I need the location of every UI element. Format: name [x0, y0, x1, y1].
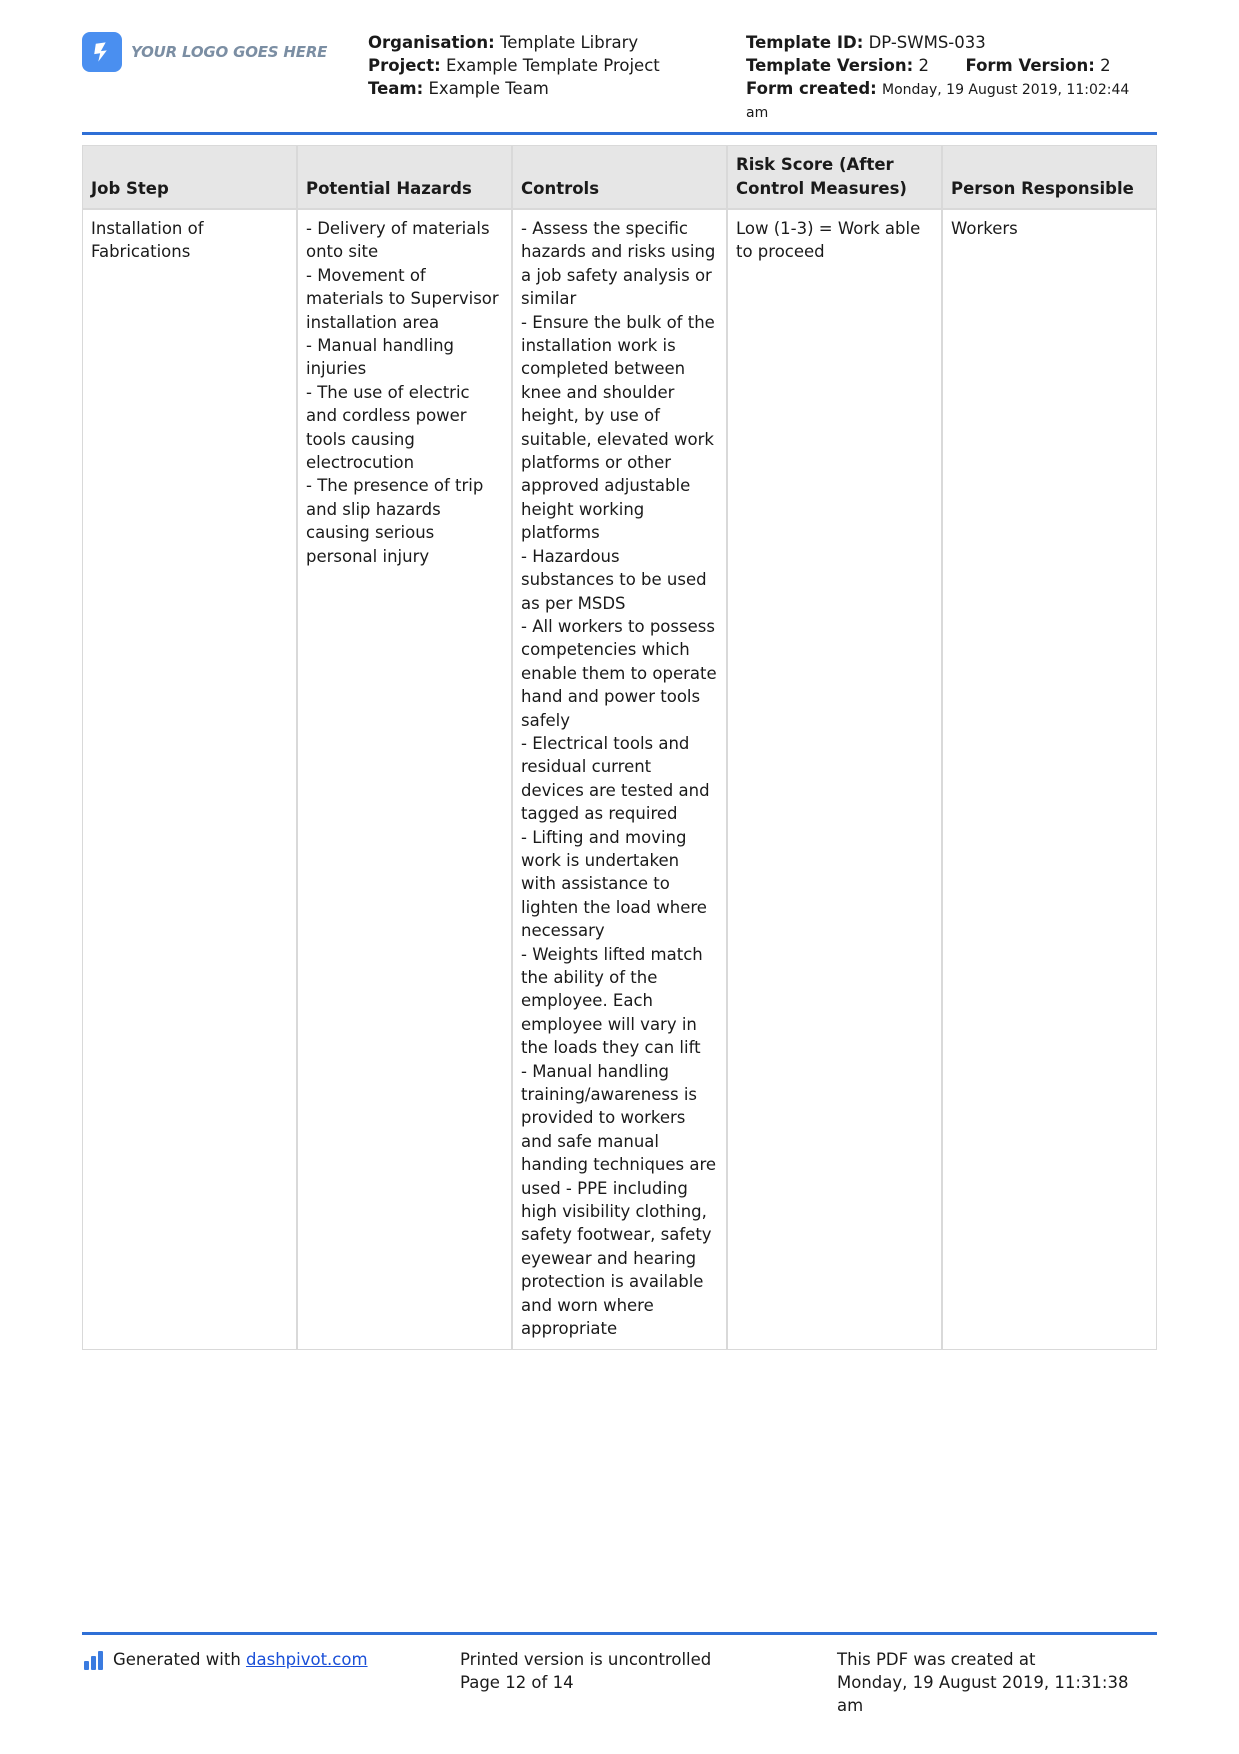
swms-table: [82, 145, 1157, 1350]
hazard-line: and cordless power: [306, 406, 467, 426]
control-line: approved adjustable: [521, 476, 691, 496]
col-header-controls: Controls: [512, 145, 727, 209]
team-line: [368, 77, 698, 100]
hazard-line: electrocution: [306, 453, 415, 473]
control-line: the loads they can lift: [521, 1038, 701, 1058]
hazard-line: - The use of electric: [306, 382, 470, 402]
job-step-line: Installation of: [91, 219, 204, 238]
hazard-line: - Delivery of materials: [306, 219, 490, 238]
control-line: as per MSDS: [521, 593, 626, 613]
control-line: - Ensure the bulk of the: [521, 312, 715, 332]
page-number: Page 12 of 14: [460, 1673, 574, 1692]
risk-header-line: Control Measures): [736, 178, 907, 198]
project-value: Example Template Project: [445, 56, 660, 75]
control-line: - Hazardous: [521, 546, 620, 566]
template-id-value: DP-SWMS-033: [868, 33, 986, 52]
control-line: hand and power tools: [521, 687, 701, 707]
form-version-label: Form Version:: [965, 56, 1095, 75]
header-template-info: [746, 31, 1166, 125]
logo-text: YOUR LOGO GOES HERE: [131, 43, 328, 61]
header-divider: [82, 132, 1157, 135]
footer-created-info: [837, 1648, 1128, 1717]
organisation-label: Organisation:: [368, 33, 495, 52]
control-line: - Electrical tools and: [521, 733, 690, 753]
hazard-line: - The presence of trip: [306, 476, 484, 496]
control-line: eyewear and hearing: [521, 1248, 697, 1268]
hazard-line: causing serious: [306, 523, 435, 543]
control-line: - Lifting and moving: [521, 827, 687, 847]
header-project-info: [368, 31, 698, 100]
control-line: the ability of the: [521, 968, 658, 987]
control-line: platforms: [521, 523, 600, 543]
control-line: - Assess the specific: [521, 219, 688, 238]
footer-print-info: [460, 1648, 711, 1694]
bar-chart-icon: [84, 1650, 105, 1670]
control-line: handing techniques are: [521, 1155, 717, 1175]
hazard-line: - Movement of: [306, 265, 426, 285]
control-line: protection is available: [521, 1272, 704, 1292]
control-line: hazards and risks using: [521, 242, 716, 262]
hazard-line: onto site: [306, 242, 379, 262]
template-version-value: 2: [918, 56, 929, 75]
organisation-value: Template Library: [499, 33, 639, 52]
project-line: [368, 54, 698, 77]
control-line: enable them to operate: [521, 663, 717, 683]
control-line: installation work is: [521, 336, 676, 356]
control-line: used - PPE including: [521, 1178, 688, 1198]
control-line: a job safety analysis or: [521, 265, 712, 285]
control-line: substances to be used: [521, 570, 707, 590]
person-line: Workers: [951, 219, 1018, 238]
control-line: devices are tested and: [521, 780, 710, 800]
control-line: necessary: [521, 921, 605, 941]
control-line: safely: [521, 710, 571, 730]
control-line: tagged as required: [521, 804, 678, 824]
col-header-job-step: Job Step: [82, 145, 297, 209]
control-line: lighten the load where: [521, 897, 707, 917]
form-created-value-cont: am: [746, 105, 769, 121]
pdf-created-date-cont: am: [837, 1696, 864, 1715]
control-line: suitable, elevated work: [521, 429, 714, 449]
hazard-line: injuries: [306, 359, 367, 379]
hazard-line: - Manual handling: [306, 336, 455, 356]
hazard-line: materials to Supervisor: [306, 289, 499, 309]
risk-line: to proceed: [736, 242, 825, 262]
control-line: employee will vary in: [521, 1014, 697, 1034]
form-created-line: [746, 77, 1166, 102]
hazard-line: and slip hazards: [306, 499, 441, 519]
job-step-line: Fabrications: [91, 242, 191, 262]
pdf-created-label: This PDF was created at: [837, 1650, 1036, 1669]
footer-divider: [82, 1632, 1157, 1635]
team-value: Example Team: [428, 79, 549, 98]
generated-text: Generated with: [113, 1650, 247, 1669]
col-header-risk-score: [727, 145, 942, 209]
control-line: platforms or other: [521, 453, 672, 473]
dashpivot-link[interactable]: dashpivot.com: [246, 1650, 368, 1669]
control-line: provided to workers: [521, 1108, 686, 1128]
control-line: - All workers to possess: [521, 616, 715, 636]
form-version-value: 2: [1100, 56, 1111, 75]
footer-generated: [84, 1648, 368, 1671]
template-id-label: Template ID:: [746, 33, 864, 52]
uncontrolled-notice: Printed version is uncontrolled: [460, 1650, 712, 1669]
team-label: Team:: [368, 79, 424, 98]
hazard-line: personal injury: [306, 546, 430, 566]
control-line: appropriate: [521, 1319, 618, 1339]
table-row: [82, 209, 1157, 1350]
hazard-line: tools causing: [306, 429, 415, 449]
company-logo: [82, 32, 327, 72]
control-line: residual current: [521, 757, 652, 777]
control-line: height, by use of: [521, 406, 660, 426]
template-version-label: Template Version:: [746, 56, 914, 75]
control-line: and safe manual: [521, 1131, 659, 1151]
pdf-created-date: Monday, 19 August 2019, 11:31:38: [837, 1673, 1129, 1692]
control-line: - Weights lifted match: [521, 944, 703, 964]
template-id-line: [746, 31, 1166, 54]
cell-job-step: [82, 209, 297, 1350]
control-line: high visibility clothing,: [521, 1202, 707, 1222]
risk-header-line: Risk Score (After: [736, 155, 894, 175]
cell-person: [942, 209, 1157, 1350]
logo-mark-icon: [82, 32, 122, 72]
hazard-line: installation area: [306, 312, 440, 332]
col-header-hazards: Potential Hazards: [297, 145, 512, 209]
cell-controls: [512, 209, 727, 1350]
control-line: training/awareness is: [521, 1085, 697, 1105]
risk-line: Low (1-3) = Work able: [736, 219, 921, 238]
control-line: with assistance to: [521, 874, 670, 894]
version-line: [746, 54, 1166, 77]
control-line: similar: [521, 289, 577, 309]
cell-risk-score: [727, 209, 942, 1350]
control-line: completed between: [521, 359, 686, 379]
form-created-value: Monday, 19 August 2019, 11:02:44: [882, 82, 1130, 98]
cell-hazards: [297, 209, 512, 1350]
control-line: knee and shoulder: [521, 382, 675, 402]
organisation-line: [368, 31, 698, 54]
control-line: and worn where: [521, 1295, 654, 1315]
project-label: Project:: [368, 56, 441, 75]
control-line: competencies which: [521, 640, 690, 660]
control-line: safety footwear, safety: [521, 1225, 712, 1245]
control-line: - Manual handling: [521, 1061, 670, 1081]
control-line: employee. Each: [521, 991, 653, 1011]
control-line: height working: [521, 499, 645, 519]
col-header-person: Person Responsible: [942, 145, 1157, 209]
table-header-row: [82, 145, 1157, 209]
form-created-label: Form created:: [746, 79, 877, 98]
control-line: work is undertaken: [521, 850, 680, 870]
